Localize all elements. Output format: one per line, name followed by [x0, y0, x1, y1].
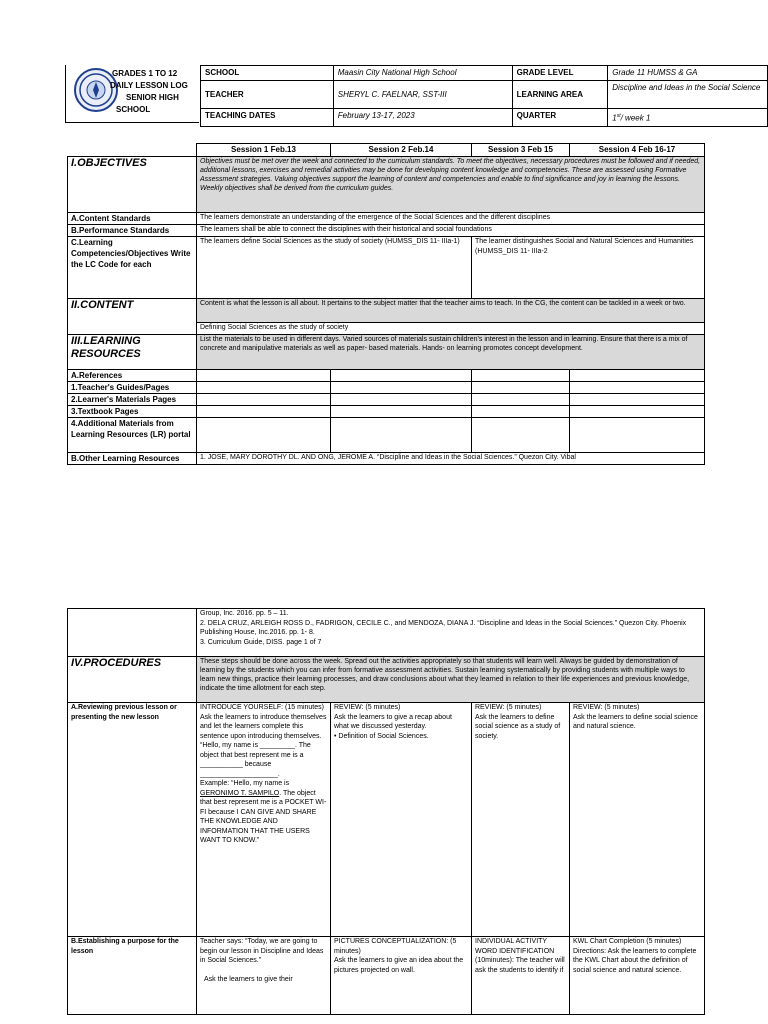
resources-continued-label: [68, 609, 197, 657]
learning-resources-note: List the materials to be used in different days. Varied sources of materials sustain children's interest in the lesson and in learning. Ensure that there is a mix of concrete and manipulative materials as well as paper- based materials. Hands- on learning promotes concept development.: [197, 335, 705, 370]
additional-materials-cell: [472, 418, 570, 453]
activity-body: Ask the learners to introduce themselves and let the learners complete this sentence upon introducing themselves. “Hello, my name is _________. The object that best represent me is a ___________ because ____________________.: [200, 713, 327, 778]
learners-materials-cell: [197, 394, 331, 406]
header-title-line: DAILY LESSON LOG: [110, 81, 188, 90]
session-4-purpose: [570, 937, 705, 1015]
references-cell: [570, 370, 705, 382]
teachers-guides-cell: [197, 382, 331, 394]
objectives-heading: I.OBJECTIVES: [68, 157, 197, 213]
grade-level-value: Grade 11 HUMSS & GA: [608, 66, 768, 81]
activity-body: Directions: Ask the learners to complete the KWL Chart about the definition of social science and natural science.: [573, 947, 697, 974]
activity-body: Teacher says: “Today, we are going to begin our lesson in Discipline and Ideas in Social Sciences.”: [200, 938, 324, 964]
session-4-reviewing: [570, 703, 705, 937]
activity-body: Ask the learners to give an idea about the pictures projected on wall.: [334, 957, 464, 974]
session-3-header: Session 3 Feb 15: [472, 144, 570, 157]
school-label: SCHOOL: [201, 66, 334, 81]
references-cell: [331, 370, 472, 382]
content-heading: II.CONTENT: [68, 299, 197, 335]
header-title: [110, 68, 200, 116]
school-value: Maasin City National High School: [333, 66, 512, 81]
learning-resources-heading: III.LEARNING RESOURCES: [68, 335, 197, 370]
references-cell: [197, 370, 331, 382]
procedures-heading: IV.PROCEDURES: [68, 657, 197, 703]
session-3-purpose: [472, 937, 570, 1015]
content-standards-label: A.Content Standards: [68, 213, 197, 225]
learners-materials-cell: [472, 394, 570, 406]
additional-materials-cell: [197, 418, 331, 453]
resource-line: 2. DELA CRUZ, ARLEIGH ROSS D., FADRIGON, CECILE C., and MENDOZA, DIANA J. “Discipline and Ideas in the Social Sciences.” Quezon City. Phoenix Publishing House, Inc.2016. pp. 1- 8.: [200, 619, 687, 636]
resource-line: Group, Inc. 2016. pp. 5 – 11.: [200, 610, 289, 617]
session-4-header: Session 4 Feb 16-17: [570, 144, 705, 157]
session-2-header: Session 2 Feb.14: [331, 144, 472, 157]
teachers-guides-label: 1.Teacher's Guides/Pages: [68, 382, 197, 394]
activity-body: Ask the learners to define social science and natural science.: [573, 713, 698, 730]
session-3-reviewing: [472, 703, 570, 937]
session-1-purpose: [197, 937, 331, 1015]
activity-bullet: • Definition of Social Sciences.: [334, 732, 429, 740]
session-2-reviewing: [331, 703, 472, 937]
activity-title: REVIEW: (5 minutes): [475, 704, 542, 711]
activity-body: Ask the learners to give a recap about what we discussed yesterday.: [334, 713, 452, 730]
activity-title: PICTURES CONCEPTUALIZATION: (5 minutes): [334, 938, 457, 955]
example-name: GERONIMO T. SAMPILO: [200, 789, 280, 797]
quarter-label: QUARTER: [512, 109, 608, 127]
performance-standards-value: The learners shall be able to connect the disciplines with their historical and social foundations: [197, 225, 705, 237]
activity-title: KWL Chart Completion (5 minutes): [573, 938, 682, 945]
header-title-line: SENIOR HIGH: [126, 93, 179, 102]
resources-continued: [197, 609, 705, 657]
dll-table-page2: [67, 608, 705, 1015]
learning-area-label: LEARNING AREA: [512, 81, 608, 109]
activity-title: INTRODUCE YOURSELF: (15 minutes): [200, 704, 324, 711]
session-1-header: Session 1 Feb.13: [197, 144, 331, 157]
learning-competencies-right: The learner distinguishes Social and Natural Sciences and Humanities (HUMSS_DIS 11- IIIa-2: [472, 237, 705, 299]
activity-title: REVIEW: (5 minutes): [573, 704, 640, 711]
learning-competencies-label: C.Learning Competencies/Objectives Write the LC Code for each: [68, 237, 197, 299]
procedures-note: These steps should be done across the week. Spread out the activities appropriately so that students will learn well. Always be guided by demonstration of learning by the students which you can infer from formative assessment activities. Sustain learning systematically by providing students with multiple ways to learn new things, practice their learning processes, and draw conclusions about what they learned in relation to their life experiences and previous knowledge, indicate the time allotment for each step.: [197, 657, 705, 703]
references-cell: [472, 370, 570, 382]
activity-body: Ask the learners to define social science as a study of society.: [475, 713, 561, 740]
activity-title: REVIEW: (5 minutes): [334, 704, 401, 711]
additional-materials-label: 4.Additional Materials from Learning Resources (LR) portal: [68, 418, 197, 453]
header-title-cell: [65, 65, 199, 123]
grade-level-label: GRADE LEVEL: [512, 66, 608, 81]
performance-standards-label: B.Performance Standards: [68, 225, 197, 237]
teachers-guides-cell: [570, 382, 705, 394]
session-1-reviewing: [197, 703, 331, 937]
blank-corner-cell: [68, 144, 197, 157]
textbook-pages-label: 3.Textbook Pages: [68, 406, 197, 418]
teacher-label: TEACHER: [201, 81, 334, 109]
learners-materials-cell: [331, 394, 472, 406]
textbook-pages-cell: [331, 406, 472, 418]
quarter-value: 1st/ week 1: [608, 109, 768, 127]
teacher-value: SHERYL C. FAELNAR, SST-III: [333, 81, 512, 109]
teaching-dates-label: TEACHING DATES: [201, 109, 334, 127]
textbook-pages-cell: [197, 406, 331, 418]
session-2-purpose: [331, 937, 472, 1015]
dll-table-page1: [67, 143, 705, 465]
header-title-line: SCHOOL: [116, 105, 151, 114]
content-note: Content is what the lesson is all about. It pertains to the subject matter that the teacher aims to teach. In the CG, the content can be tackled in a week or two.: [197, 299, 705, 323]
teachers-guides-cell: [331, 382, 472, 394]
learning-competencies-left: The learners define Social Sciences as the study of society (HUMSS_DIS 11- IIIa-1): [197, 237, 472, 299]
header-block: [65, 65, 761, 125]
activity-example: Example: “Hello, my name is GERONIMO T. SAMPILO. The object that best represent me is a POCKET WI-FI because I CAN GIVE AND SHARE THE KNOWLEDGE AND INFORMATION THAT THE USERS WANT TO KNOW.”: [200, 780, 327, 844]
activity-title: INDIVIDUAL ACTIVITY WORD IDENTIFICATION: [475, 938, 555, 955]
activity-body: (10minutes): The teacher will ask the students to identify if: [475, 957, 565, 974]
content-value: Defining Social Sciences as the study of society: [197, 323, 705, 335]
other-resources-value: 1. JOSE, MARY DOROTHY DL. AND ONG, JEROME A. “Discipline and Ideas in the Social Sciences.” Quezon City. Vibal: [197, 453, 705, 465]
header-info-table: [200, 65, 768, 127]
reviewing-lesson-label: A.Reviewing previous lesson or presenting the new lesson: [68, 703, 197, 937]
establishing-purpose-label: B.Establishing a purpose for the lesson: [68, 937, 197, 1015]
activity-body: Ask the learners to give their: [204, 975, 293, 983]
teaching-dates-value: February 13-17, 2023: [333, 109, 512, 127]
header-title-line: GRADES 1 TO 12: [112, 69, 178, 78]
other-resources-label: B.Other Learning Resources: [68, 453, 197, 465]
references-label: A.References: [68, 370, 197, 382]
additional-materials-cell: [570, 418, 705, 453]
additional-materials-cell: [331, 418, 472, 453]
resource-line: 3. Curriculum Guide, DISS. page 1 of 7: [200, 638, 322, 646]
learners-materials-cell: [570, 394, 705, 406]
teachers-guides-cell: [472, 382, 570, 394]
textbook-pages-cell: [472, 406, 570, 418]
learners-materials-label: 2.Learner's Materials Pages: [68, 394, 197, 406]
objectives-note: Objectives must be met over the week and connected to the curriculum standards. To meet the objectives, necessary procedures must be followed and if needed, additional lessons, exercises and remedial activities may be done for developing content knowledge and competencies. These are assessed using Formative Assessment strategies. Valuing objectives support the learning of content and competencies and enable to find significance and joy in learning the lessons. Weekly objectives shall be derived from the curriculum guides.: [197, 157, 705, 213]
learning-area-value: Discipline and Ideas in the Social Science: [608, 81, 768, 109]
textbook-pages-cell: [570, 406, 705, 418]
content-standards-value: The learners demonstrate an understanding of the emergence of the Social Sciences and the different disciplines: [197, 213, 705, 225]
